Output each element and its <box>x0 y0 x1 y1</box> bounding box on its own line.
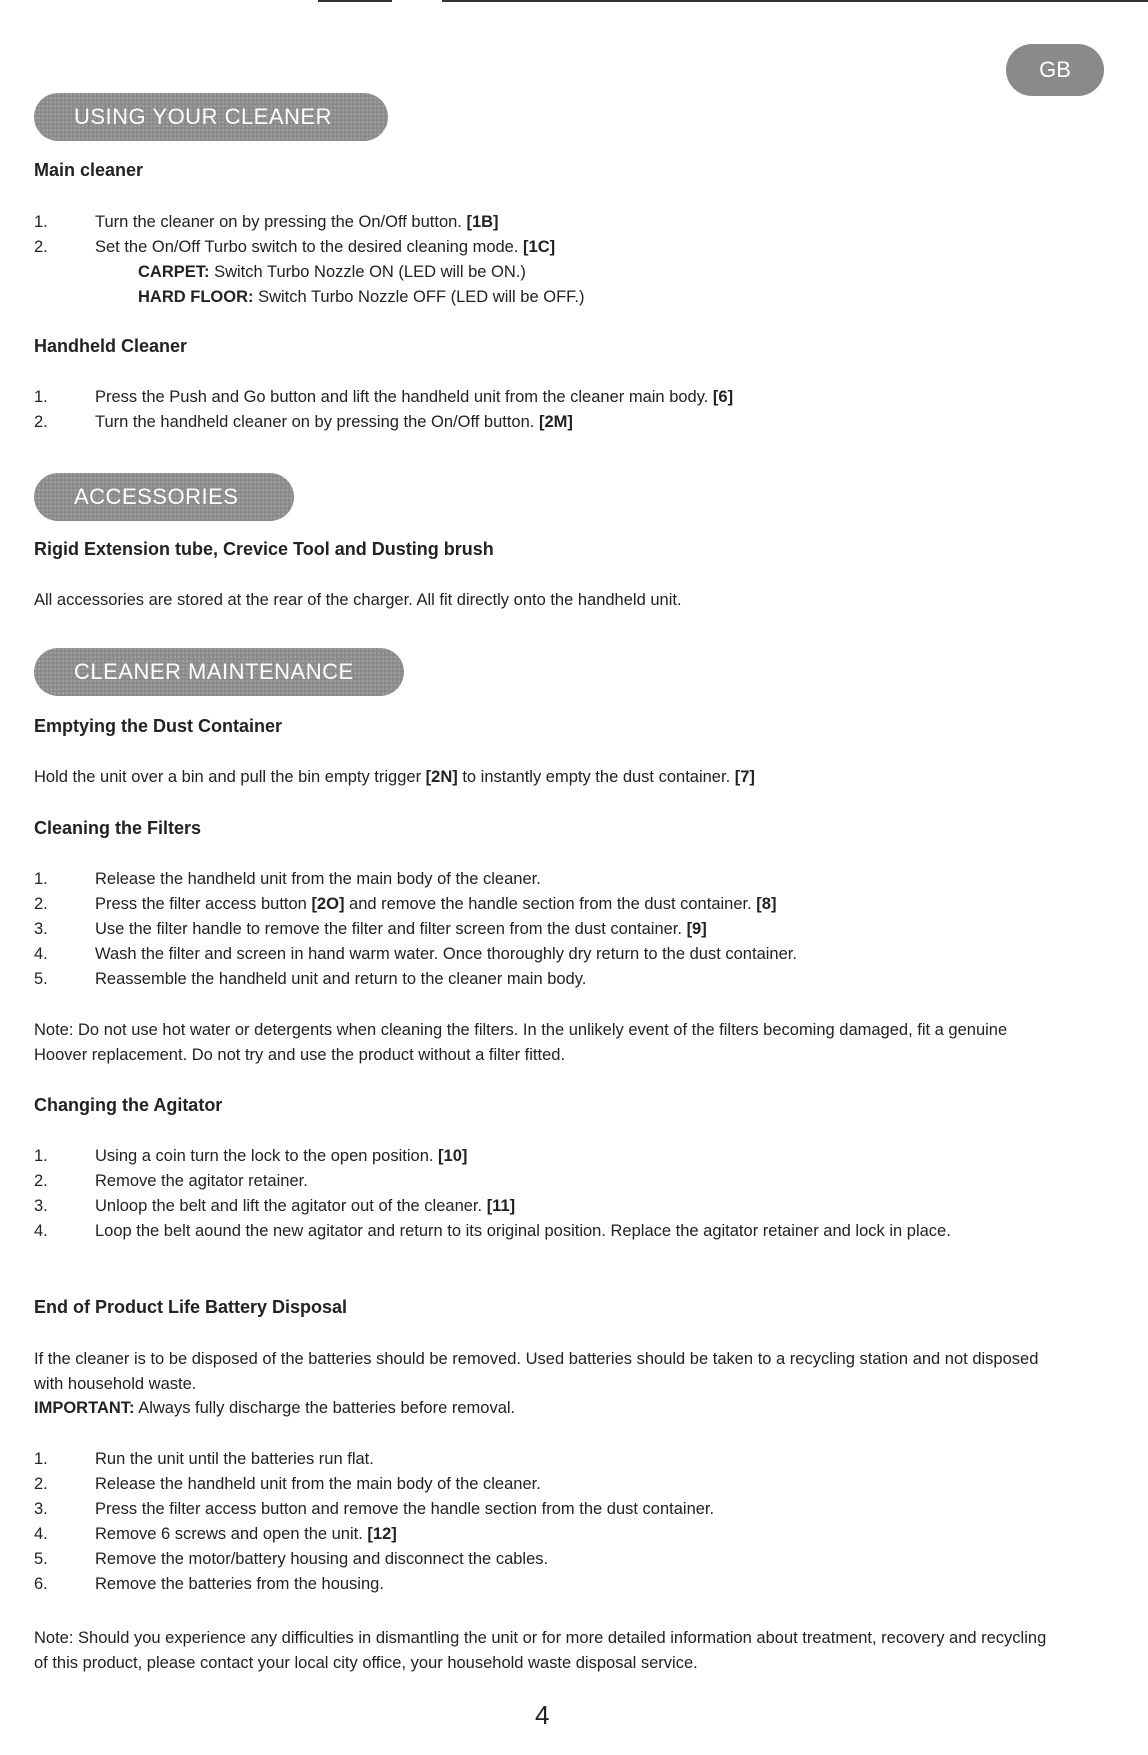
page-number: 4 <box>535 1700 550 1730</box>
list-item: 4. Loop the belt aound the new agitator and return to its original position. Replace the agitator retainer and lock in place. <box>34 1222 951 1240</box>
filters-note: Note: Do not use hot water or detergents when cleaning the filters. In the unlikely event of the filters becoming damaged, fit a genuine Hoover replacement. Do not try and use the product without a filter fitted. <box>34 1021 1008 1064</box>
list-item: 3. Press the filter access button and remove the handle section from the dust container. <box>34 1500 715 1518</box>
handheld-heading: Handheld Cleaner <box>34 336 188 356</box>
disposal-important: IMPORTANT: Always fully discharge the batteries before removal. <box>34 1399 516 1417</box>
list-item: 1. Using a coin turn the lock to the open position. [10] <box>34 1147 468 1165</box>
disposal-heading: End of Product Life Battery Disposal <box>34 1297 348 1317</box>
list-item: 5. Reassemble the handheld unit and return to the cleaner main body. <box>34 970 587 988</box>
list-item: 3. Unloop the belt and lift the agitator out of the cleaner. [11] <box>34 1197 516 1215</box>
top-rule <box>442 0 1148 2</box>
section-header-accessories: ACCESSORIES <box>34 473 294 521</box>
list-item: 2. Turn the handheld cleaner on by pressing the On/Off button. [2M] <box>34 413 573 431</box>
accessories-heading: Rigid Extension tube, Crevice Tool and Dusting brush <box>34 539 494 559</box>
list-item: 1. Release the handheld unit from the main body of the cleaner. <box>34 870 541 888</box>
main-cleaner-heading: Main cleaner <box>34 160 144 180</box>
agitator-steps <box>34 1144 1064 1244</box>
list-item: 1. Run the unit until the batteries run flat. <box>34 1450 374 1468</box>
emptying-heading: Emptying the Dust Container <box>34 716 283 736</box>
handheld-steps <box>34 385 1064 435</box>
accessories-text: All accessories are stored at the rear of the charger. All fit directly onto the handheld unit. <box>34 591 682 609</box>
list-item: 5. Remove the motor/battery housing and disconnect the cables. <box>34 1550 549 1568</box>
list-item: 4. Remove 6 screws and open the unit. [12] <box>34 1525 397 1543</box>
list-item: 2. Set the On/Off Turbo switch to the desired cleaning mode. [1C] <box>34 238 556 256</box>
language-badge: GB <box>1006 44 1104 96</box>
disposal-note: Note: Should you experience any difficulties in dismantling the unit or for more detailed information about treatment, recovery and recycling of this product, please contact your local city office, your household waste disposal service. <box>34 1629 1047 1672</box>
disposal-steps <box>34 1447 1064 1597</box>
agitator-heading: Changing the Agitator <box>34 1095 223 1115</box>
carpet-mode: CARPET: Switch Turbo Nozzle ON (LED will be ON.) <box>138 263 526 281</box>
list-item: 2. Press the filter access button [2O] and remove the handle section from the dust container. [8] <box>34 895 777 913</box>
emptying-text: Hold the unit over a bin and pull the bin empty trigger [2N] to instantly empty the dust container. [7] <box>34 768 755 786</box>
filters-steps <box>34 867 1064 992</box>
filters-heading: Cleaning the Filters <box>34 818 202 838</box>
list-item: 1. Turn the cleaner on by pressing the On/Off button. [1B] <box>34 213 499 231</box>
section-header-maintenance: CLEANER MAINTENANCE <box>34 648 404 696</box>
disposal-text: If the cleaner is to be disposed of the batteries should be removed. Used batteries should be taken to a recycling station and not disposed with household waste. <box>34 1350 1039 1393</box>
main-cleaner-steps <box>34 210 1064 260</box>
section-header-using: USING YOUR CLEANER <box>34 93 388 141</box>
list-item: 4. Wash the filter and screen in hand warm water. Once thoroughly dry return to the dust container. <box>34 945 797 963</box>
list-item: 1. Press the Push and Go button and lift the handheld unit from the cleaner main body. [6] <box>34 388 734 406</box>
list-item: 2. Remove the agitator retainer. <box>34 1172 308 1190</box>
list-item: 3. Use the filter handle to remove the filter and filter screen from the dust container. [9] <box>34 920 707 938</box>
list-item: 2. Release the handheld unit from the main body of the cleaner. <box>34 1475 541 1493</box>
hard-floor-mode: HARD FLOOR: Switch Turbo Nozzle OFF (LED will be OFF.) <box>138 288 585 306</box>
list-item: 6. Remove the batteries from the housing. <box>34 1575 384 1593</box>
top-rule <box>318 0 392 2</box>
